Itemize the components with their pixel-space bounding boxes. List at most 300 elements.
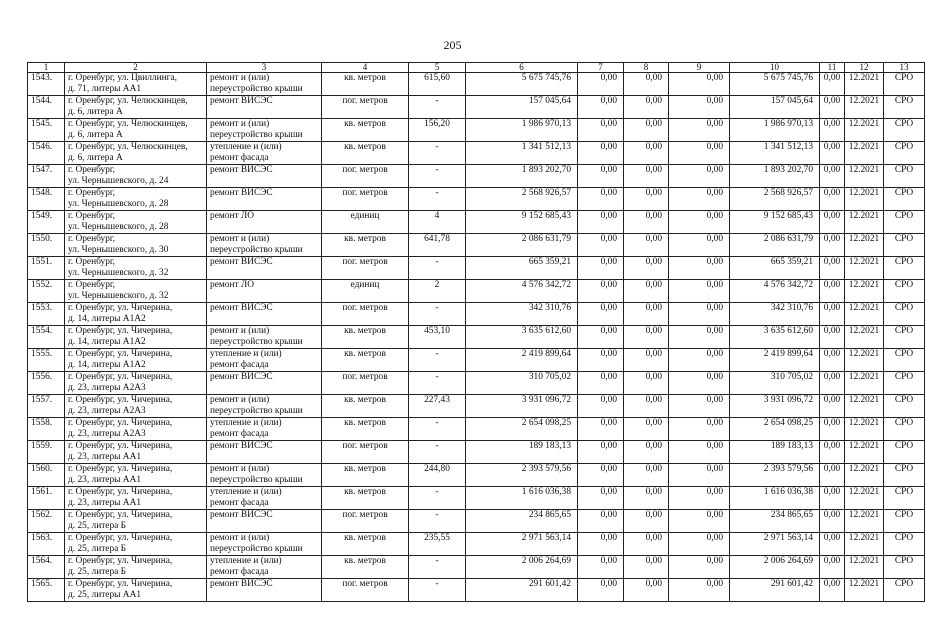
unit-cell: кв. метров	[322, 418, 409, 441]
quantity-cell: -	[409, 441, 466, 464]
work-type-cell-line: ремонт фасада	[210, 566, 269, 577]
work-type-cell-line: ремонт ВИСЭС	[210, 96, 273, 106]
table-row	[28, 211, 925, 234]
address-cell-line: г. Оренбург,	[68, 211, 116, 221]
total-cost-cell: 665 359,21	[466, 257, 578, 280]
col8-cell: 0,00	[624, 257, 669, 280]
col10-cell: 9 152 685,43	[730, 211, 820, 234]
col11-cell: 0,00	[820, 441, 845, 464]
total-cost-cell: 5 675 745,76	[466, 73, 578, 96]
source-cell: СРО	[884, 165, 925, 188]
column-header-11: 11	[820, 63, 845, 73]
col10-cell: 1 341 512,13	[730, 142, 820, 165]
row-number: 1550.	[28, 234, 65, 257]
col9-cell: 0,00	[669, 487, 730, 510]
col10-cell: 157 045,64	[730, 96, 820, 119]
col8-cell: 0,00	[624, 579, 669, 602]
col8-cell: 0,00	[624, 464, 669, 487]
col7-cell: 0,00	[578, 326, 624, 349]
quantity-cell: -	[409, 579, 466, 602]
col7-cell: 0,00	[578, 441, 624, 464]
work-type-cell-line: утепление и (или)	[210, 142, 282, 152]
source-cell: СРО	[884, 73, 925, 96]
address-cell-line: г. Оренбург, ул. Чичерина,	[68, 579, 173, 589]
work-type-cell-line: переустройство крыши	[210, 405, 303, 416]
table-body	[28, 73, 925, 602]
quantity-cell: -	[409, 349, 466, 372]
source-cell: СРО	[884, 579, 925, 602]
total-cost-cell: 234 865,65	[466, 510, 578, 533]
table-row	[28, 510, 925, 533]
address-cell-line: д. 23, литеры АА1	[68, 497, 142, 508]
source-cell: СРО	[884, 441, 925, 464]
col10-cell: 1 893 202,70	[730, 165, 820, 188]
col11-cell: 0,00	[820, 303, 845, 326]
table-row	[28, 73, 925, 96]
date-cell: 12.2021	[845, 372, 884, 395]
registry-table	[27, 62, 925, 602]
unit-cell: кв. метров	[322, 533, 409, 556]
source-cell: СРО	[884, 487, 925, 510]
col10-cell: 2 654 098,25	[730, 418, 820, 441]
quantity-cell: -	[409, 556, 466, 579]
unit-cell: пог. метров	[322, 441, 409, 464]
quantity-cell: 4	[409, 211, 466, 234]
col11-cell: 0,00	[820, 280, 845, 303]
column-header-3: 3	[207, 63, 322, 73]
date-cell: 12.2021	[845, 510, 884, 533]
address-cell-line: д. 25, литера Б	[68, 566, 127, 577]
header-row	[28, 63, 925, 73]
col11-cell: 0,00	[820, 142, 845, 165]
col8-cell: 0,00	[624, 418, 669, 441]
row-number: 1546.	[28, 142, 65, 165]
unit-cell: единиц	[322, 280, 409, 303]
address-cell-line: г. Оренбург, ул. Чичерина,	[68, 395, 173, 405]
work-type-cell-line: ремонт фасада	[210, 359, 269, 370]
quantity-cell: -	[409, 303, 466, 326]
address-cell-line: д. 25, литеры АА1	[68, 589, 142, 600]
col7-cell: 0,00	[578, 418, 624, 441]
work-type-cell	[207, 119, 322, 142]
work-type-cell-line: ремонт и (или)	[210, 395, 270, 405]
address-cell	[65, 234, 207, 257]
column-header-6: 6	[466, 63, 578, 73]
col10-cell: 5 675 745,76	[730, 73, 820, 96]
col8-cell: 0,00	[624, 303, 669, 326]
col8-cell: 0,00	[624, 487, 669, 510]
address-cell-line: г. Оренбург, ул. Чичерина,	[68, 303, 173, 313]
work-type-cell	[207, 533, 322, 556]
row-number: 1555.	[28, 349, 65, 372]
row-number: 1549.	[28, 211, 65, 234]
table-row	[28, 579, 925, 602]
col10-cell: 310 705,02	[730, 372, 820, 395]
col8-cell: 0,00	[624, 96, 669, 119]
unit-cell: пог. метров	[322, 303, 409, 326]
address-cell-line: г. Оренбург, ул. Чичерина,	[68, 487, 173, 497]
work-type-cell	[207, 96, 322, 119]
col7-cell: 0,00	[578, 119, 624, 142]
work-type-cell-line: ремонт ВИСЭС	[210, 303, 273, 313]
work-type-cell-line: ремонт фасада	[210, 152, 269, 163]
address-cell-line: г. Оренбург,	[68, 188, 116, 198]
unit-cell: кв. метров	[322, 119, 409, 142]
table-row	[28, 487, 925, 510]
work-type-cell-line: ремонт ВИСЭС	[210, 441, 273, 451]
work-type-cell-line: ремонт и (или)	[210, 326, 270, 336]
table-row	[28, 119, 925, 142]
date-cell: 12.2021	[845, 441, 884, 464]
total-cost-cell: 2 971 563,14	[466, 533, 578, 556]
work-type-cell-line: утепление и (или)	[210, 349, 282, 359]
total-cost-cell: 2 419 899,64	[466, 349, 578, 372]
quantity-cell: 615,60	[409, 73, 466, 96]
col11-cell: 0,00	[820, 257, 845, 280]
work-type-cell	[207, 372, 322, 395]
address-cell-line: г. Оренбург, ул. Чичерина,	[68, 441, 173, 451]
col7-cell: 0,00	[578, 372, 624, 395]
work-type-cell-line: переустройство крыши	[210, 83, 303, 94]
col10-cell: 2 006 264,69	[730, 556, 820, 579]
col10-cell: 4 576 342,72	[730, 280, 820, 303]
source-cell: СРО	[884, 510, 925, 533]
date-cell: 12.2021	[845, 96, 884, 119]
column-header-1: 1	[28, 63, 65, 73]
col11-cell: 0,00	[820, 395, 845, 418]
unit-cell: пог. метров	[322, 510, 409, 533]
quantity-cell: 453,10	[409, 326, 466, 349]
address-cell-line: д. 14, литеры А1А2	[68, 313, 146, 324]
total-cost-cell: 310 705,02	[466, 372, 578, 395]
work-type-cell	[207, 510, 322, 533]
work-type-cell-line: ремонт и (или)	[210, 464, 270, 474]
row-number: 1554.	[28, 326, 65, 349]
col8-cell: 0,00	[624, 326, 669, 349]
column-header-9: 9	[669, 63, 730, 73]
source-cell: СРО	[884, 395, 925, 418]
col11-cell: 0,00	[820, 211, 845, 234]
address-cell	[65, 349, 207, 372]
quantity-cell: -	[409, 510, 466, 533]
work-type-cell-line: ремонт ВИСЭС	[210, 165, 273, 175]
address-cell	[65, 418, 207, 441]
col8-cell: 0,00	[624, 510, 669, 533]
address-cell-line: ул. Чернышевского, д. 28	[68, 198, 169, 209]
col10-cell: 2 086 631,79	[730, 234, 820, 257]
col8-cell: 0,00	[624, 142, 669, 165]
date-cell: 12.2021	[845, 280, 884, 303]
table-row	[28, 142, 925, 165]
col9-cell: 0,00	[669, 533, 730, 556]
unit-cell: кв. метров	[322, 326, 409, 349]
col10-cell: 291 601,42	[730, 579, 820, 602]
quantity-cell: -	[409, 188, 466, 211]
table-row	[28, 326, 925, 349]
date-cell: 12.2021	[845, 165, 884, 188]
address-cell-line: д. 25, литера Б	[68, 543, 127, 554]
work-type-cell-line: утепление и (или)	[210, 556, 282, 566]
row-number: 1561.	[28, 487, 65, 510]
col9-cell: 0,00	[669, 349, 730, 372]
unit-cell: кв. метров	[322, 142, 409, 165]
work-type-cell-line: утепление и (или)	[210, 418, 282, 428]
column-header-10: 10	[730, 63, 820, 73]
address-cell-line: г. Оренбург, ул. Чичерина,	[68, 464, 173, 474]
source-cell: СРО	[884, 257, 925, 280]
total-cost-cell: 1 341 512,13	[466, 142, 578, 165]
table-row	[28, 533, 925, 556]
total-cost-cell: 291 601,42	[466, 579, 578, 602]
address-cell	[65, 211, 207, 234]
work-type-cell	[207, 395, 322, 418]
total-cost-cell: 189 183,13	[466, 441, 578, 464]
quantity-cell: -	[409, 418, 466, 441]
col11-cell: 0,00	[820, 119, 845, 142]
work-type-cell-line: ремонт фасада	[210, 428, 269, 439]
unit-cell: кв. метров	[322, 487, 409, 510]
work-type-cell-line: ремонт ЛО	[210, 280, 255, 290]
address-cell-line: д. 23, литеры А2А3	[68, 405, 146, 416]
col11-cell: 0,00	[820, 165, 845, 188]
col7-cell: 0,00	[578, 303, 624, 326]
column-header-8: 8	[624, 63, 669, 73]
col10-cell: 1 986 970,13	[730, 119, 820, 142]
date-cell: 12.2021	[845, 579, 884, 602]
table-row	[28, 395, 925, 418]
col9-cell: 0,00	[669, 96, 730, 119]
col11-cell: 0,00	[820, 464, 845, 487]
col7-cell: 0,00	[578, 280, 624, 303]
row-number: 1565.	[28, 579, 65, 602]
date-cell: 12.2021	[845, 211, 884, 234]
col8-cell: 0,00	[624, 188, 669, 211]
address-cell	[65, 441, 207, 464]
table-row	[28, 372, 925, 395]
address-cell-line: д. 23, литеры А2А3	[68, 428, 146, 439]
col8-cell: 0,00	[624, 280, 669, 303]
address-cell-line: г. Оренбург,	[68, 165, 116, 175]
source-cell: СРО	[884, 188, 925, 211]
col8-cell: 0,00	[624, 533, 669, 556]
col11-cell: 0,00	[820, 73, 845, 96]
quantity-cell: 2	[409, 280, 466, 303]
work-type-cell	[207, 556, 322, 579]
date-cell: 12.2021	[845, 395, 884, 418]
date-cell: 12.2021	[845, 556, 884, 579]
col10-cell: 2 568 926,57	[730, 188, 820, 211]
address-cell-line: г. Оренбург, ул. Чичерина,	[68, 418, 173, 428]
col11-cell: 0,00	[820, 556, 845, 579]
date-cell: 12.2021	[845, 349, 884, 372]
work-type-cell	[207, 188, 322, 211]
address-cell-line: г. Оренбург, ул. Цвиллинга,	[68, 73, 177, 83]
quantity-cell: 227,43	[409, 395, 466, 418]
col10-cell: 189 183,13	[730, 441, 820, 464]
date-cell: 12.2021	[845, 119, 884, 142]
unit-cell: пог. метров	[322, 579, 409, 602]
table-row	[28, 556, 925, 579]
total-cost-cell: 3 635 612,60	[466, 326, 578, 349]
address-cell-line: г. Оренбург, ул. Чичерина,	[68, 372, 173, 382]
date-cell: 12.2021	[845, 257, 884, 280]
column-header-7: 7	[578, 63, 624, 73]
work-type-cell-line: переустройство крыши	[210, 543, 303, 554]
work-type-cell-line: утепление и (или)	[210, 487, 282, 497]
table-row	[28, 280, 925, 303]
total-cost-cell: 1 986 970,13	[466, 119, 578, 142]
work-type-cell-line: ремонт и (или)	[210, 234, 270, 244]
col9-cell: 0,00	[669, 418, 730, 441]
date-cell: 12.2021	[845, 464, 884, 487]
address-cell-line: г. Оренбург,	[68, 280, 116, 290]
col10-cell: 2 393 579,56	[730, 464, 820, 487]
quantity-cell: -	[409, 142, 466, 165]
col7-cell: 0,00	[578, 395, 624, 418]
address-cell-line: г. Оренбург, ул. Чичерина,	[68, 556, 173, 566]
date-cell: 12.2021	[845, 188, 884, 211]
row-number: 1543.	[28, 73, 65, 96]
unit-cell: кв. метров	[322, 464, 409, 487]
address-cell-line: ул. Чернышевского, д. 30	[68, 244, 169, 255]
col10-cell: 665 359,21	[730, 257, 820, 280]
address-cell-line: ул. Чернышевского, д. 28	[68, 221, 169, 232]
table-row	[28, 418, 925, 441]
col8-cell: 0,00	[624, 372, 669, 395]
total-cost-cell: 342 310,76	[466, 303, 578, 326]
col8-cell: 0,00	[624, 73, 669, 96]
quantity-cell: 641,78	[409, 234, 466, 257]
work-type-cell	[207, 257, 322, 280]
col11-cell: 0,00	[820, 510, 845, 533]
unit-cell: кв. метров	[322, 349, 409, 372]
address-cell	[65, 533, 207, 556]
source-cell: СРО	[884, 556, 925, 579]
col11-cell: 0,00	[820, 372, 845, 395]
total-cost-cell: 1 893 202,70	[466, 165, 578, 188]
col11-cell: 0,00	[820, 418, 845, 441]
col9-cell: 0,00	[669, 441, 730, 464]
source-cell: СРО	[884, 464, 925, 487]
source-cell: СРО	[884, 303, 925, 326]
col9-cell: 0,00	[669, 556, 730, 579]
total-cost-cell: 2 568 926,57	[466, 188, 578, 211]
col7-cell: 0,00	[578, 188, 624, 211]
work-type-cell-line: переустройство крыши	[210, 474, 303, 485]
col11-cell: 0,00	[820, 349, 845, 372]
address-cell-line: д. 71, литеры АА1	[68, 83, 142, 94]
date-cell: 12.2021	[845, 533, 884, 556]
work-type-cell	[207, 280, 322, 303]
work-type-cell-line: ремонт ВИСЭС	[210, 188, 273, 198]
col8-cell: 0,00	[624, 441, 669, 464]
source-cell: СРО	[884, 533, 925, 556]
table-row	[28, 303, 925, 326]
row-number: 1547.	[28, 165, 65, 188]
date-cell: 12.2021	[845, 418, 884, 441]
col9-cell: 0,00	[669, 257, 730, 280]
total-cost-cell: 2 006 264,69	[466, 556, 578, 579]
address-cell-line: д. 25, литера Б	[68, 520, 127, 531]
col8-cell: 0,00	[624, 349, 669, 372]
col9-cell: 0,00	[669, 464, 730, 487]
address-cell-line: д. 6, литера А	[68, 106, 123, 117]
work-type-cell	[207, 418, 322, 441]
table-row	[28, 188, 925, 211]
col11-cell: 0,00	[820, 533, 845, 556]
row-number: 1557.	[28, 395, 65, 418]
row-number: 1562.	[28, 510, 65, 533]
column-header-13: 13	[884, 63, 925, 73]
address-cell-line: г. Оренбург,	[68, 234, 116, 244]
address-cell	[65, 579, 207, 602]
source-cell: СРО	[884, 280, 925, 303]
col7-cell: 0,00	[578, 510, 624, 533]
address-cell-line: ул. Чернышевского, д. 24	[68, 175, 169, 186]
row-number: 1552.	[28, 280, 65, 303]
quantity-cell: -	[409, 96, 466, 119]
quantity-cell: -	[409, 165, 466, 188]
col9-cell: 0,00	[669, 234, 730, 257]
work-type-cell-line: переустройство крыши	[210, 129, 303, 140]
table-row	[28, 96, 925, 119]
col9-cell: 0,00	[669, 211, 730, 234]
source-cell: СРО	[884, 211, 925, 234]
unit-cell: кв. метров	[322, 395, 409, 418]
row-number: 1558.	[28, 418, 65, 441]
col10-cell: 2 419 899,64	[730, 349, 820, 372]
col9-cell: 0,00	[669, 142, 730, 165]
page-number: 205	[443, 38, 462, 52]
total-cost-cell: 9 152 685,43	[466, 211, 578, 234]
address-cell	[65, 119, 207, 142]
total-cost-cell: 2 086 631,79	[466, 234, 578, 257]
column-header-4: 4	[322, 63, 409, 73]
quantity-cell: 235,55	[409, 533, 466, 556]
work-type-cell	[207, 165, 322, 188]
col9-cell: 0,00	[669, 510, 730, 533]
total-cost-cell: 1 616 036,38	[466, 487, 578, 510]
col7-cell: 0,00	[578, 257, 624, 280]
col7-cell: 0,00	[578, 211, 624, 234]
col8-cell: 0,00	[624, 234, 669, 257]
row-number: 1553.	[28, 303, 65, 326]
quantity-cell: 244,80	[409, 464, 466, 487]
col10-cell: 3 635 612,60	[730, 326, 820, 349]
col9-cell: 0,00	[669, 395, 730, 418]
date-cell: 12.2021	[845, 303, 884, 326]
col9-cell: 0,00	[669, 119, 730, 142]
col11-cell: 0,00	[820, 96, 845, 119]
date-cell: 12.2021	[845, 487, 884, 510]
col7-cell: 0,00	[578, 556, 624, 579]
unit-cell: кв. метров	[322, 73, 409, 96]
address-cell-line: г. Оренбург, ул. Чичерина,	[68, 326, 173, 336]
table-row	[28, 165, 925, 188]
col10-cell: 2 971 563,14	[730, 533, 820, 556]
address-cell-line: д. 23, литеры АА1	[68, 474, 142, 485]
col9-cell: 0,00	[669, 165, 730, 188]
work-type-cell-line: ремонт ВИСЭС	[210, 372, 273, 382]
work-type-cell-line: ремонт ВИСЭС	[210, 257, 273, 267]
col11-cell: 0,00	[820, 188, 845, 211]
source-cell: СРО	[884, 96, 925, 119]
address-cell-line: г. Оренбург, ул. Челюскинцев,	[68, 96, 188, 106]
address-cell-line: ул. Чернышевского, д. 32	[68, 267, 169, 278]
col11-cell: 0,00	[820, 326, 845, 349]
address-cell-line: д. 23, литеры А2А3	[68, 382, 146, 393]
address-cell	[65, 487, 207, 510]
